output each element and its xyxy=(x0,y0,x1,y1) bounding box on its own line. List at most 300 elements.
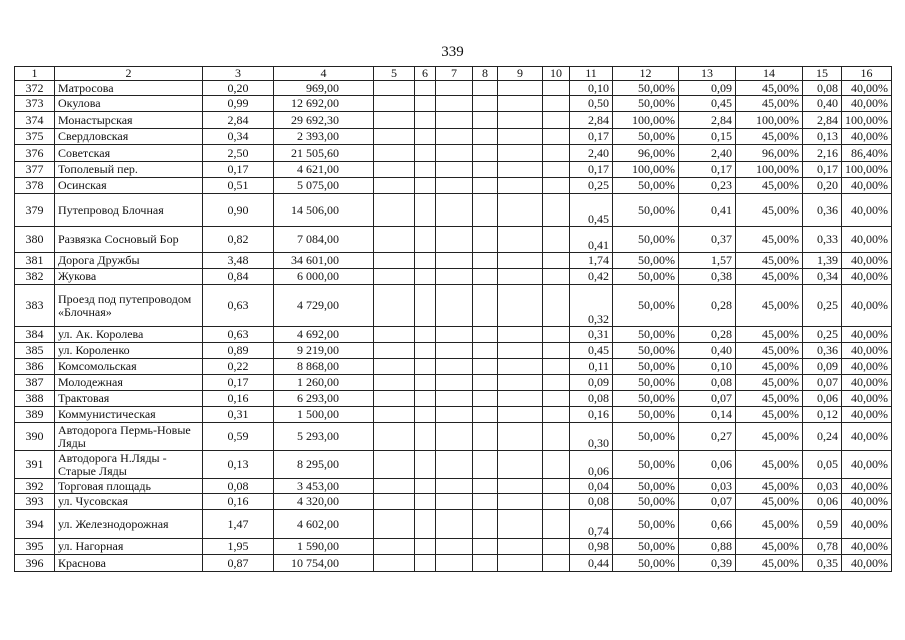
table-row xyxy=(15,407,892,423)
table-row xyxy=(15,81,892,96)
street-name: ул. Железнодорожная xyxy=(55,510,203,539)
length-km: 0,59 xyxy=(203,423,274,451)
empty-cell xyxy=(415,81,436,96)
value-col13: 0,14 xyxy=(679,407,736,423)
row-number: 376 xyxy=(15,145,55,162)
percent-col12: 50,00% xyxy=(613,269,679,285)
empty-cell xyxy=(374,407,415,423)
empty-cell xyxy=(543,178,570,194)
percent-col12: 96,00% xyxy=(613,145,679,162)
length-km: 0,87 xyxy=(203,555,274,572)
value-col11: 0,50 xyxy=(570,96,613,112)
street-name: Краснова xyxy=(55,555,203,572)
percent-col14: 100,00% xyxy=(736,112,803,129)
table-row xyxy=(15,343,892,359)
value-col11: 0,16 xyxy=(570,407,613,423)
value-col11: 0,98 xyxy=(570,539,613,555)
empty-cell xyxy=(415,96,436,112)
empty-cell xyxy=(374,479,415,494)
value-cell: 1 260,00 xyxy=(274,375,374,391)
table-row xyxy=(15,227,892,253)
empty-cell xyxy=(498,253,543,269)
empty-cell xyxy=(473,162,498,178)
table-row xyxy=(15,194,892,227)
percent-col12: 50,00% xyxy=(613,494,679,510)
value-col11: 0,25 xyxy=(570,178,613,194)
header-cell: 16 xyxy=(842,67,892,81)
value-col13: 0,38 xyxy=(679,269,736,285)
value-col15: 0,33 xyxy=(803,227,842,253)
header-cell: 1 xyxy=(15,67,55,81)
percent-col14: 45,00% xyxy=(736,227,803,253)
street-name: Советская xyxy=(55,145,203,162)
percent-col16: 40,00% xyxy=(842,510,892,539)
row-number: 382 xyxy=(15,269,55,285)
empty-cell xyxy=(374,343,415,359)
header-cell: 5 xyxy=(374,67,415,81)
table-row xyxy=(15,285,892,327)
street-name: Путепровод Блочная xyxy=(55,194,203,227)
empty-cell xyxy=(436,359,473,375)
table-row xyxy=(15,96,892,112)
percent-col12: 50,00% xyxy=(613,555,679,572)
value-col15: 0,08 xyxy=(803,81,842,96)
percent-col12: 50,00% xyxy=(613,510,679,539)
value-col11: 0,09 xyxy=(570,375,613,391)
empty-cell xyxy=(473,81,498,96)
length-km: 3,48 xyxy=(203,253,274,269)
row-number: 390 xyxy=(15,423,55,451)
value-cell: 3 453,00 xyxy=(274,479,374,494)
value-col15: 0,13 xyxy=(803,129,842,145)
percent-col14: 45,00% xyxy=(736,423,803,451)
empty-cell xyxy=(498,407,543,423)
value-col15: 0,24 xyxy=(803,423,842,451)
value-col15: 0,06 xyxy=(803,391,842,407)
empty-cell xyxy=(543,285,570,327)
empty-cell xyxy=(473,494,498,510)
empty-cell xyxy=(415,129,436,145)
empty-cell xyxy=(415,423,436,451)
street-name: Монастырская xyxy=(55,112,203,129)
empty-cell xyxy=(498,479,543,494)
length-km: 0,16 xyxy=(203,494,274,510)
percent-col16: 40,00% xyxy=(842,555,892,572)
table-row xyxy=(15,112,892,129)
length-km: 0,90 xyxy=(203,194,274,227)
empty-cell xyxy=(473,285,498,327)
header-cell: 10 xyxy=(543,67,570,81)
empty-cell xyxy=(498,96,543,112)
empty-cell xyxy=(415,327,436,343)
empty-cell xyxy=(543,81,570,96)
empty-cell xyxy=(543,359,570,375)
empty-cell xyxy=(543,327,570,343)
empty-cell xyxy=(473,391,498,407)
value-col11: 0,31 xyxy=(570,327,613,343)
value-col13: 0,15 xyxy=(679,129,736,145)
value-col13: 0,10 xyxy=(679,359,736,375)
percent-col12: 50,00% xyxy=(613,423,679,451)
empty-cell xyxy=(415,555,436,572)
empty-cell xyxy=(436,162,473,178)
empty-cell xyxy=(473,539,498,555)
value-cell: 4 729,00 xyxy=(274,285,374,327)
percent-col16: 40,00% xyxy=(842,327,892,343)
header-cell: 3 xyxy=(203,67,274,81)
percent-col12: 50,00% xyxy=(613,451,679,479)
value-col13: 0,39 xyxy=(679,555,736,572)
empty-cell xyxy=(374,423,415,451)
percent-col12: 50,00% xyxy=(613,178,679,194)
value-col13: 2,40 xyxy=(679,145,736,162)
empty-cell xyxy=(436,129,473,145)
percent-col12: 50,00% xyxy=(613,129,679,145)
empty-cell xyxy=(498,510,543,539)
value-cell: 2 393,00 xyxy=(274,129,374,145)
empty-cell xyxy=(543,494,570,510)
table-row xyxy=(15,269,892,285)
header-cell: 13 xyxy=(679,67,736,81)
empty-cell xyxy=(415,253,436,269)
value-col15: 0,59 xyxy=(803,510,842,539)
empty-cell xyxy=(374,162,415,178)
empty-cell xyxy=(543,227,570,253)
empty-cell xyxy=(374,178,415,194)
value-col13: 0,09 xyxy=(679,81,736,96)
empty-cell xyxy=(415,359,436,375)
empty-cell xyxy=(374,269,415,285)
empty-cell xyxy=(436,451,473,479)
empty-cell xyxy=(415,407,436,423)
value-col13: 1,57 xyxy=(679,253,736,269)
empty-cell xyxy=(498,327,543,343)
empty-cell xyxy=(473,451,498,479)
value-col15: 0,78 xyxy=(803,539,842,555)
empty-cell xyxy=(473,178,498,194)
percent-col14: 45,00% xyxy=(736,555,803,572)
value-col11: 0,32 xyxy=(570,285,613,327)
data-table xyxy=(14,66,892,572)
value-col13: 0,27 xyxy=(679,423,736,451)
value-col11: 0,17 xyxy=(570,129,613,145)
percent-col16: 40,00% xyxy=(842,227,892,253)
row-number: 374 xyxy=(15,112,55,129)
empty-cell xyxy=(543,423,570,451)
row-number: 391 xyxy=(15,451,55,479)
length-km: 2,50 xyxy=(203,145,274,162)
empty-cell xyxy=(543,451,570,479)
header-cell: 11 xyxy=(570,67,613,81)
length-km: 0,34 xyxy=(203,129,274,145)
length-km: 0,99 xyxy=(203,96,274,112)
empty-cell xyxy=(436,391,473,407)
value-cell: 6 000,00 xyxy=(274,269,374,285)
street-name: Осинская xyxy=(55,178,203,194)
value-col11: 0,45 xyxy=(570,343,613,359)
length-km: 0,17 xyxy=(203,375,274,391)
empty-cell xyxy=(374,539,415,555)
value-cell: 7 084,00 xyxy=(274,227,374,253)
empty-cell xyxy=(498,391,543,407)
table-row xyxy=(15,129,892,145)
row-number: 372 xyxy=(15,81,55,96)
value-col13: 2,84 xyxy=(679,112,736,129)
percent-col16: 100,00% xyxy=(842,112,892,129)
value-col15: 0,34 xyxy=(803,269,842,285)
percent-col14: 45,00% xyxy=(736,359,803,375)
value-col13: 0,66 xyxy=(679,510,736,539)
street-name: Окулова xyxy=(55,96,203,112)
empty-cell xyxy=(374,112,415,129)
street-name: Автодорога Пермь-Новые Ляды xyxy=(55,423,203,451)
street-name: Комсомольская xyxy=(55,359,203,375)
percent-col16: 40,00% xyxy=(842,81,892,96)
empty-cell xyxy=(498,494,543,510)
empty-cell xyxy=(436,479,473,494)
header-cell: 8 xyxy=(473,67,498,81)
empty-cell xyxy=(436,227,473,253)
percent-col14: 45,00% xyxy=(736,451,803,479)
percent-col14: 45,00% xyxy=(736,391,803,407)
empty-cell xyxy=(436,178,473,194)
percent-col12: 50,00% xyxy=(613,539,679,555)
value-col15: 0,07 xyxy=(803,375,842,391)
percent-col16: 40,00% xyxy=(842,359,892,375)
percent-col16: 40,00% xyxy=(842,343,892,359)
length-km: 1,47 xyxy=(203,510,274,539)
empty-cell xyxy=(543,112,570,129)
empty-cell xyxy=(415,479,436,494)
percent-col12: 50,00% xyxy=(613,253,679,269)
street-name: Матросова xyxy=(55,81,203,96)
value-col13: 0,06 xyxy=(679,451,736,479)
percent-col16: 40,00% xyxy=(842,494,892,510)
percent-col16: 40,00% xyxy=(842,285,892,327)
empty-cell xyxy=(374,285,415,327)
empty-cell xyxy=(374,555,415,572)
empty-cell xyxy=(543,269,570,285)
percent-col14: 45,00% xyxy=(736,343,803,359)
empty-cell xyxy=(374,494,415,510)
value-col11: 1,74 xyxy=(570,253,613,269)
street-name: Свердловская xyxy=(55,129,203,145)
value-cell: 10 754,00 xyxy=(274,555,374,572)
empty-cell xyxy=(498,343,543,359)
table-row xyxy=(15,391,892,407)
value-col15: 0,03 xyxy=(803,479,842,494)
empty-cell xyxy=(498,285,543,327)
value-col15: 0,36 xyxy=(803,343,842,359)
row-number: 392 xyxy=(15,479,55,494)
empty-cell xyxy=(436,407,473,423)
empty-cell xyxy=(498,162,543,178)
empty-cell xyxy=(415,162,436,178)
street-name: Развязка Сосновый Бор xyxy=(55,227,203,253)
empty-cell xyxy=(498,81,543,96)
street-name: Проезд под путепроводом «Блочная» xyxy=(55,285,203,327)
value-cell: 4 692,00 xyxy=(274,327,374,343)
table-row xyxy=(15,539,892,555)
percent-col12: 50,00% xyxy=(613,391,679,407)
value-col15: 0,35 xyxy=(803,555,842,572)
percent-col12: 100,00% xyxy=(613,162,679,178)
value-cell: 4 320,00 xyxy=(274,494,374,510)
length-km: 0,63 xyxy=(203,327,274,343)
empty-cell xyxy=(415,227,436,253)
value-col13: 0,03 xyxy=(679,479,736,494)
table-row xyxy=(15,375,892,391)
empty-cell xyxy=(473,423,498,451)
value-col15: 0,17 xyxy=(803,162,842,178)
percent-col16: 40,00% xyxy=(842,423,892,451)
empty-cell xyxy=(436,81,473,96)
row-number: 393 xyxy=(15,494,55,510)
percent-col12: 50,00% xyxy=(613,194,679,227)
empty-cell xyxy=(436,253,473,269)
percent-col16: 40,00% xyxy=(842,269,892,285)
percent-col14: 45,00% xyxy=(736,510,803,539)
percent-col14: 45,00% xyxy=(736,129,803,145)
empty-cell xyxy=(498,451,543,479)
value-col11: 0,44 xyxy=(570,555,613,572)
row-number: 378 xyxy=(15,178,55,194)
percent-col16: 86,40% xyxy=(842,145,892,162)
table-row xyxy=(15,253,892,269)
empty-cell xyxy=(473,327,498,343)
header-cell: 2 xyxy=(55,67,203,81)
empty-cell xyxy=(498,194,543,227)
header-cell: 4 xyxy=(274,67,374,81)
empty-cell xyxy=(543,145,570,162)
empty-cell xyxy=(436,343,473,359)
empty-cell xyxy=(436,494,473,510)
percent-col12: 50,00% xyxy=(613,479,679,494)
percent-col16: 40,00% xyxy=(842,407,892,423)
value-col13: 0,07 xyxy=(679,494,736,510)
row-number: 375 xyxy=(15,129,55,145)
empty-cell xyxy=(543,162,570,178)
value-col15: 0,36 xyxy=(803,194,842,227)
empty-cell xyxy=(415,375,436,391)
empty-cell xyxy=(374,391,415,407)
percent-col14: 100,00% xyxy=(736,162,803,178)
value-col13: 0,28 xyxy=(679,327,736,343)
empty-cell xyxy=(498,227,543,253)
percent-col12: 50,00% xyxy=(613,375,679,391)
value-col13: 0,08 xyxy=(679,375,736,391)
empty-cell xyxy=(415,539,436,555)
percent-col16: 40,00% xyxy=(842,479,892,494)
street-name: Дорога Дружбы xyxy=(55,253,203,269)
percent-col16: 40,00% xyxy=(842,253,892,269)
table-row xyxy=(15,145,892,162)
value-col15: 1,39 xyxy=(803,253,842,269)
length-km: 0,84 xyxy=(203,269,274,285)
empty-cell xyxy=(543,253,570,269)
length-km: 0,82 xyxy=(203,227,274,253)
value-col15: 0,12 xyxy=(803,407,842,423)
empty-cell xyxy=(498,539,543,555)
length-km: 2,84 xyxy=(203,112,274,129)
value-col11: 0,17 xyxy=(570,162,613,178)
value-cell: 1 500,00 xyxy=(274,407,374,423)
percent-col12: 50,00% xyxy=(613,407,679,423)
empty-cell xyxy=(374,227,415,253)
table-row xyxy=(15,479,892,494)
empty-cell xyxy=(374,96,415,112)
empty-cell xyxy=(473,96,498,112)
row-number: 387 xyxy=(15,375,55,391)
percent-col12: 100,00% xyxy=(613,112,679,129)
percent-col12: 50,00% xyxy=(613,343,679,359)
percent-col12: 50,00% xyxy=(613,81,679,96)
value-col11: 0,04 xyxy=(570,479,613,494)
empty-cell xyxy=(498,555,543,572)
empty-cell xyxy=(473,112,498,129)
empty-cell xyxy=(436,327,473,343)
percent-col16: 40,00% xyxy=(842,194,892,227)
empty-cell xyxy=(543,539,570,555)
empty-cell xyxy=(498,269,543,285)
percent-col16: 100,00% xyxy=(842,162,892,178)
empty-cell xyxy=(543,555,570,572)
percent-col14: 45,00% xyxy=(736,285,803,327)
row-number: 385 xyxy=(15,343,55,359)
empty-cell xyxy=(473,555,498,572)
percent-col14: 45,00% xyxy=(736,269,803,285)
street-name: ул. Короленко xyxy=(55,343,203,359)
value-cell: 5 075,00 xyxy=(274,178,374,194)
row-number: 379 xyxy=(15,194,55,227)
street-name: Молодежная xyxy=(55,375,203,391)
percent-col16: 40,00% xyxy=(842,96,892,112)
percent-col14: 96,00% xyxy=(736,145,803,162)
value-cell: 4 621,00 xyxy=(274,162,374,178)
empty-cell xyxy=(498,129,543,145)
street-name: ул. Чусовская xyxy=(55,494,203,510)
percent-col12: 50,00% xyxy=(613,227,679,253)
header-cell: 14 xyxy=(736,67,803,81)
percent-col14: 45,00% xyxy=(736,327,803,343)
empty-cell xyxy=(436,112,473,129)
header-cell: 15 xyxy=(803,67,842,81)
value-cell: 5 293,00 xyxy=(274,423,374,451)
header-cell: 7 xyxy=(436,67,473,81)
empty-cell xyxy=(436,510,473,539)
percent-col12: 50,00% xyxy=(613,327,679,343)
value-col15: 0,40 xyxy=(803,96,842,112)
value-col11: 0,30 xyxy=(570,423,613,451)
empty-cell xyxy=(473,269,498,285)
empty-cell xyxy=(415,494,436,510)
table-row xyxy=(15,494,892,510)
empty-cell xyxy=(543,375,570,391)
value-col11: 0,10 xyxy=(570,81,613,96)
length-km: 1,95 xyxy=(203,539,274,555)
table-row xyxy=(15,327,892,343)
value-col13: 0,40 xyxy=(679,343,736,359)
empty-cell xyxy=(436,375,473,391)
length-km: 0,22 xyxy=(203,359,274,375)
street-name: ул. Ак. Королева xyxy=(55,327,203,343)
empty-cell xyxy=(415,285,436,327)
value-col11: 0,08 xyxy=(570,391,613,407)
empty-cell xyxy=(374,253,415,269)
street-name: Жукова xyxy=(55,269,203,285)
table-row xyxy=(15,423,892,451)
value-cell: 1 590,00 xyxy=(274,539,374,555)
